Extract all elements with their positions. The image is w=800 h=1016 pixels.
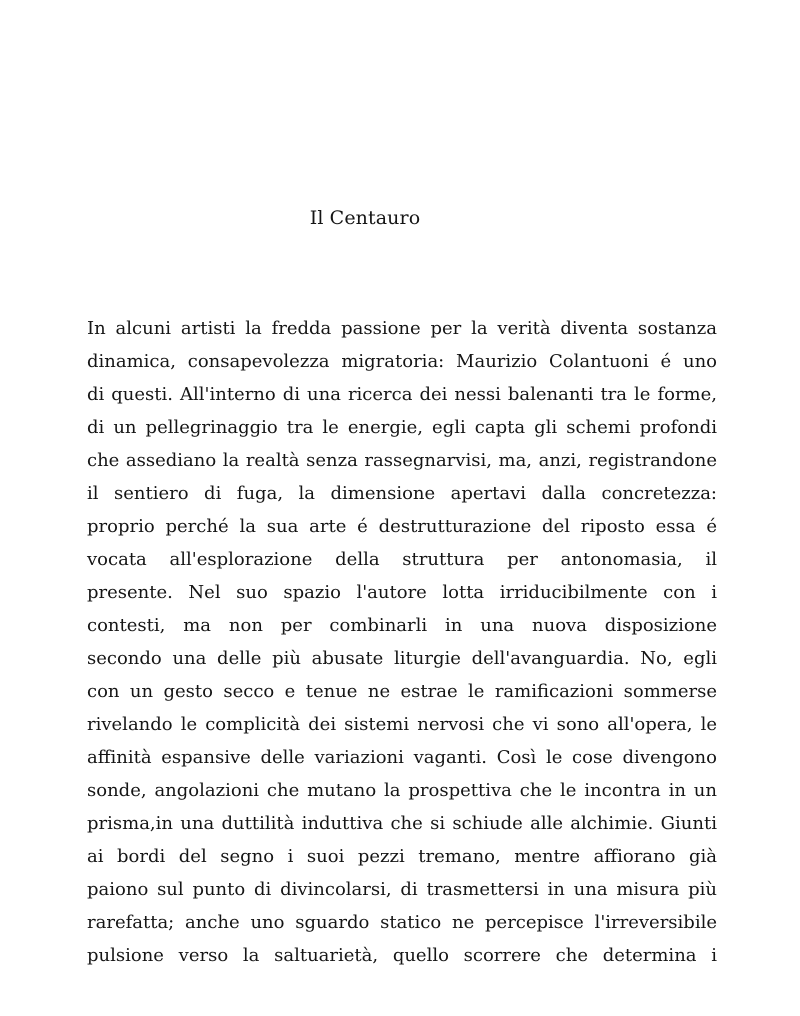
- paragraph-line-20: pulsione verso la saltuarietà, quello scorrere che determina i: [87, 945, 717, 966]
- paragraph-line-11: secondo una delle più abusate liturgie dell'avanguardia. No, egli: [87, 648, 717, 669]
- paragraph-line-15: sonde, angolazioni che mutano la prospettiva che le incontra in un: [87, 780, 717, 801]
- paragraph-line-12: con un gesto secco e tenue ne estrae le ramificazioni sommerse: [87, 681, 717, 702]
- paragraph-line-16: prisma,in una duttilità induttiva che si schiude alle alchimie. Giunti: [87, 813, 717, 834]
- paragraph-line-6: il sentiero di fuga, la dimensione apertavi dalla concretezza:: [87, 483, 717, 504]
- paragraph-line-9: presente. Nel suo spazio l'autore lotta irriducibilmente con i: [87, 582, 717, 603]
- document-body: [87, 312, 717, 972]
- paragraph-line-17: ai bordi del segno i suoi pezzi tremano, mentre affiorano già: [87, 846, 717, 867]
- paragraph-line-18: paiono sul punto di divincolarsi, di trasmettersi in una misura più: [87, 879, 717, 900]
- paragraph-line-13: rivelando le complicità dei sistemi nervosi che vi sono all'opera, le: [87, 714, 717, 735]
- paragraph-line-19: rarefatta; anche uno sguardo statico ne percepisce l'irreversibile: [87, 912, 717, 933]
- paragraph-line-5: che assediano la realtà senza rassegnarvisi, ma, anzi, registrandone: [87, 450, 717, 471]
- paragraph-line-1: In alcuni artisti la fredda passione per la verità diventa sostanza: [87, 318, 717, 339]
- paragraph-line-14: affinità espansive delle variazioni vaganti. Così le cose divengono: [87, 747, 717, 768]
- paragraph-line-7: proprio perché la sua arte é destrutturazione del riposto essa é: [87, 516, 717, 537]
- document-title: Il Centauro: [309, 207, 421, 229]
- paragraph-line-2: dinamica, consapevolezza migratoria: Maurizio Colantuoni é uno: [87, 351, 717, 372]
- paragraph-line-8: vocata all'esplorazione della struttura per antonomasia, il: [87, 549, 717, 570]
- paragraph-line-3: di questi. All'interno di una ricerca dei nessi balenanti tra le forme,: [87, 384, 717, 405]
- paragraph-line-4: di un pellegrinaggio tra le energie, egli capta gli schemi profondi: [87, 417, 717, 438]
- paragraph-line-10: contesti, ma non per combinarli in una nuova disposizione: [87, 615, 717, 636]
